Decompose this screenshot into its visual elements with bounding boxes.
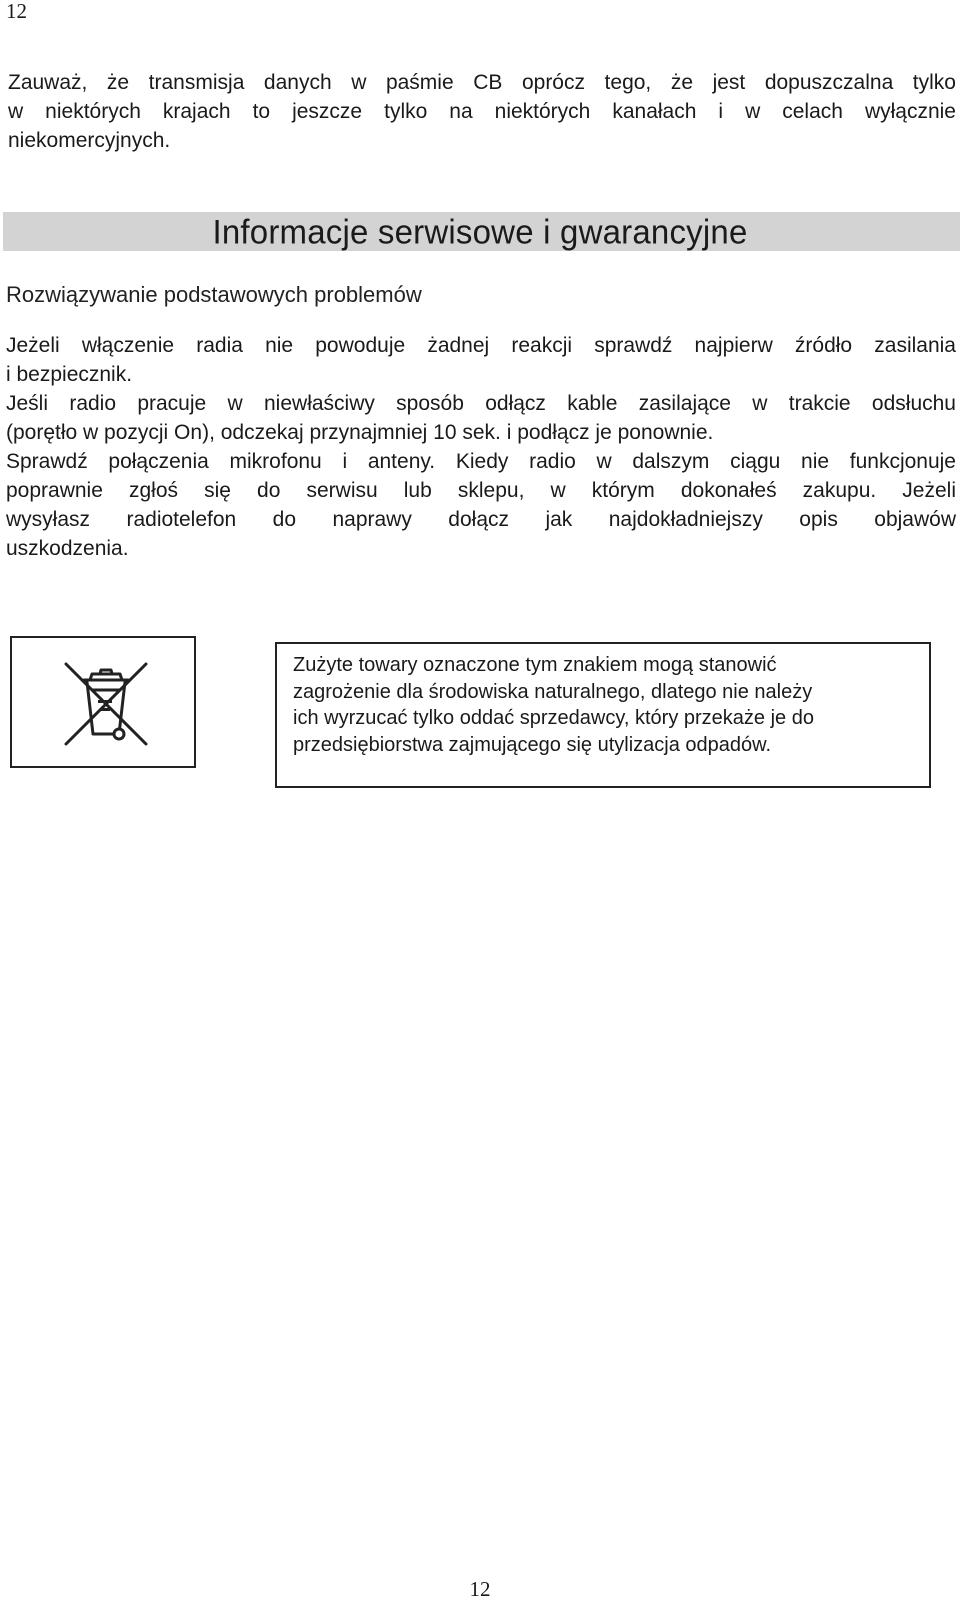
notice-line: Zużyte towary oznaczone tym znakiem mogą stanowić [293, 654, 777, 676]
page-number-bottom: 12 [469, 1577, 491, 1601]
paragraph-line: poprawnie zgłoś się do serwisu lub sklepu, w którym dokonałeś zakupu. Jeżeli [6, 479, 956, 502]
subtitle: Rozwiązywanie podstawowych problemów [6, 282, 422, 307]
page-number-top: 12 [6, 0, 27, 23]
notice-line: zagrożenie dla środowiska naturalnego, dlatego nie należy [293, 680, 813, 703]
paragraph-line: Jeśli radio pracuje w niewłaściwy sposób odłącz kable zasilające w trakcie odsłuchu [6, 392, 956, 415]
intro-line: niekomercyjnych. [8, 129, 171, 152]
intro-line: Zauważ, że transmisja danych w paśmie CB oprócz tego, że jest dopuszczalna tylko [8, 71, 956, 94]
paragraph-line: Jeżeli włączenie radia nie powoduje żadnej reakcji sprawdź najpierw źródło zasilania [6, 334, 956, 357]
notice-line: ich wyrzucać tylko oddać sprzedawcy, który przekaże je do [293, 707, 814, 729]
paragraph-power-check [6, 331, 956, 389]
paragraph-troubleshooting [6, 389, 956, 563]
disposal-notice-box [275, 642, 931, 788]
intro-line: w niektórych krajach to jeszcze tylko na niektórych kanałach i w celach wyłącznie [8, 100, 956, 123]
weee-symbol-box [10, 636, 196, 768]
notice-line: przedsiębiorstwa zajmującego się utylizacja odpadów. [293, 733, 772, 756]
disposal-notice-text [293, 652, 915, 758]
intro-paragraph [8, 68, 956, 155]
paragraph-line: Sprawdź połączenia mikrofonu i anteny. Kiedy radio w dalszym ciągu nie funkcjonuje [6, 450, 956, 473]
paragraph-line: i bezpiecznik. [6, 363, 133, 386]
section-title: Informacje serwisowe i gwarancyjne [212, 212, 748, 251]
paragraph-line: (porętło w pozycji On), odczekaj przynajmniej 10 sek. i podłącz je ponownie. [6, 421, 714, 444]
paragraph-line: uszkodzenia. [6, 537, 129, 560]
paragraph-line: wysyłasz radiotelefon do naprawy dołącz jak najdokładniejszy opis objawów [6, 508, 956, 531]
crossed-out-wheelie-bin-icon [62, 660, 150, 748]
